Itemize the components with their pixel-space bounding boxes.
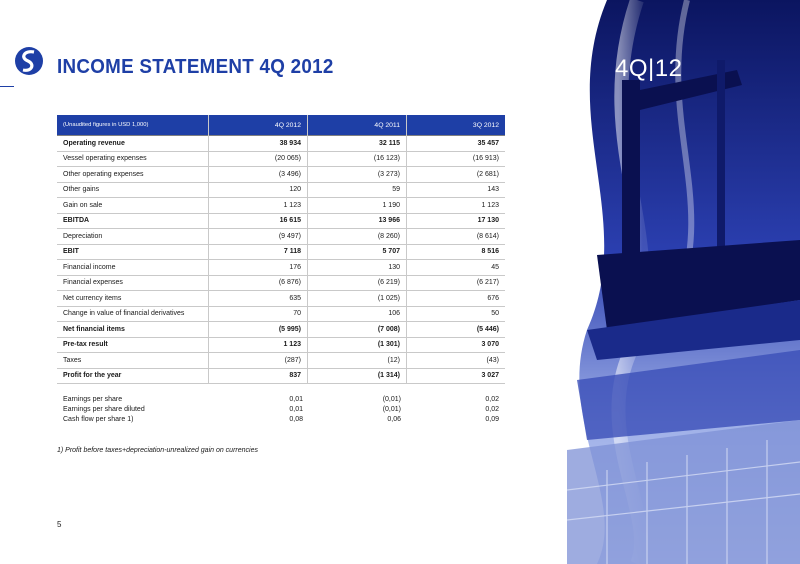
- row-value: 16 615: [209, 213, 308, 229]
- row-value: (3 273): [308, 167, 407, 183]
- row-value: 1 123: [209, 198, 308, 214]
- row-label: Depreciation: [57, 229, 209, 245]
- row-value: 17 130: [407, 213, 506, 229]
- table-row: [57, 353, 505, 369]
- row-value: (8 614): [407, 229, 506, 245]
- row-value: (6 876): [209, 275, 308, 291]
- table-row: [57, 368, 505, 384]
- row-value: (1 301): [308, 337, 407, 353]
- ship-photo: [567, 0, 800, 564]
- table-row: [57, 306, 505, 322]
- table-row: [57, 136, 505, 152]
- row-value: 0,01: [289, 405, 303, 413]
- row-label: Earnings per share: [63, 395, 123, 403]
- row-value: 0,02: [485, 405, 499, 413]
- row-value: 5 707: [308, 244, 407, 260]
- row-label: Operating revenue: [57, 136, 209, 152]
- row-value: 3 027: [407, 368, 506, 384]
- row-label: Gain on sale: [57, 198, 209, 214]
- row-value: (20 065): [209, 151, 308, 167]
- per-share-row: [57, 394, 505, 404]
- header-rule: [0, 86, 14, 87]
- column-header: 3Q 2012: [407, 115, 506, 136]
- row-value: 0,08: [289, 415, 303, 423]
- company-logo-icon: [14, 46, 44, 76]
- row-value: (0,01): [382, 405, 401, 413]
- row-value: (1 025): [308, 291, 407, 307]
- row-label: EBIT: [57, 244, 209, 260]
- table-row: [57, 291, 505, 307]
- row-value: (6 217): [407, 275, 506, 291]
- row-label: Cash flow per share 1): [63, 415, 134, 423]
- table-row: [57, 213, 505, 229]
- row-label: Financial income: [57, 260, 209, 276]
- row-value: (8 260): [308, 229, 407, 245]
- table-row: [57, 182, 505, 198]
- row-value: 1 190: [308, 198, 407, 214]
- table-row: [57, 151, 505, 167]
- row-label: Earnings per share diluted: [63, 405, 145, 413]
- row-label: Change in value of financial derivatives: [57, 306, 209, 322]
- row-value: 45: [407, 260, 506, 276]
- table-row: [57, 322, 505, 338]
- footnote: 1) Profit before taxes+depreciation-unrealized gain on currencies: [57, 447, 258, 454]
- row-value: (287): [209, 353, 308, 369]
- page-title: INCOME STATEMENT 4Q 2012: [57, 56, 334, 78]
- row-value: (5 995): [209, 322, 308, 338]
- row-value: (5 446): [407, 322, 506, 338]
- row-label: Other operating expenses: [57, 167, 209, 183]
- row-value: 70: [209, 306, 308, 322]
- column-header: 4Q 2012: [209, 115, 308, 136]
- row-value: 59: [308, 182, 407, 198]
- row-value: (16 123): [308, 151, 407, 167]
- row-value: 13 966: [308, 213, 407, 229]
- row-value: (9 497): [209, 229, 308, 245]
- row-value: (43): [407, 353, 506, 369]
- row-value: 8 516: [407, 244, 506, 260]
- table-header-row: [57, 115, 505, 136]
- column-header: (Unaudited figures in USD 1,000): [57, 115, 209, 136]
- row-value: 7 118: [209, 244, 308, 260]
- table-row: [57, 167, 505, 183]
- row-value: (16 913): [407, 151, 506, 167]
- table-row: [57, 229, 505, 245]
- row-value: 0,06: [387, 415, 401, 423]
- row-value: 676: [407, 291, 506, 307]
- table-row: [57, 244, 505, 260]
- row-label: Net currency items: [57, 291, 209, 307]
- row-value: (2 681): [407, 167, 506, 183]
- row-label: Vessel operating expenses: [57, 151, 209, 167]
- row-value: 0,02: [485, 395, 499, 403]
- row-label: Net financial items: [57, 322, 209, 338]
- per-share-row: [57, 414, 505, 424]
- per-share-table: [57, 394, 505, 424]
- row-value: 106: [308, 306, 407, 322]
- row-value: 35 457: [407, 136, 506, 152]
- row-label: Other gains: [57, 182, 209, 198]
- row-value: 120: [209, 182, 308, 198]
- page-number: 5: [57, 520, 62, 529]
- row-label: Taxes: [57, 353, 209, 369]
- row-value: (6 219): [308, 275, 407, 291]
- row-label: Pre-tax result: [57, 337, 209, 353]
- row-value: (7 008): [308, 322, 407, 338]
- income-statement-table: [57, 115, 505, 384]
- row-label: Profit for the year: [57, 368, 209, 384]
- row-value: 1 123: [209, 337, 308, 353]
- row-value: 50: [407, 306, 506, 322]
- row-value: 0,01: [289, 395, 303, 403]
- row-value: (3 496): [209, 167, 308, 183]
- row-value: 3 070: [407, 337, 506, 353]
- row-value: (0,01): [382, 395, 401, 403]
- table-row: [57, 337, 505, 353]
- row-label: EBITDA: [57, 213, 209, 229]
- row-value: 176: [209, 260, 308, 276]
- row-value: 1 123: [407, 198, 506, 214]
- row-value: 32 115: [308, 136, 407, 152]
- row-value: 143: [407, 182, 506, 198]
- row-value: 130: [308, 260, 407, 276]
- table-row: [57, 260, 505, 276]
- row-value: (1 314): [308, 368, 407, 384]
- row-value: 38 934: [209, 136, 308, 152]
- row-value: 837: [209, 368, 308, 384]
- row-value: 0,09: [485, 415, 499, 423]
- row-value: (12): [308, 353, 407, 369]
- row-value: 635: [209, 291, 308, 307]
- row-label: Financial expenses: [57, 275, 209, 291]
- table-row: [57, 275, 505, 291]
- per-share-row: [57, 404, 505, 414]
- quarter-badge: 4Q|12: [615, 55, 683, 82]
- column-header: 4Q 2011: [308, 115, 407, 136]
- table-row: [57, 198, 505, 214]
